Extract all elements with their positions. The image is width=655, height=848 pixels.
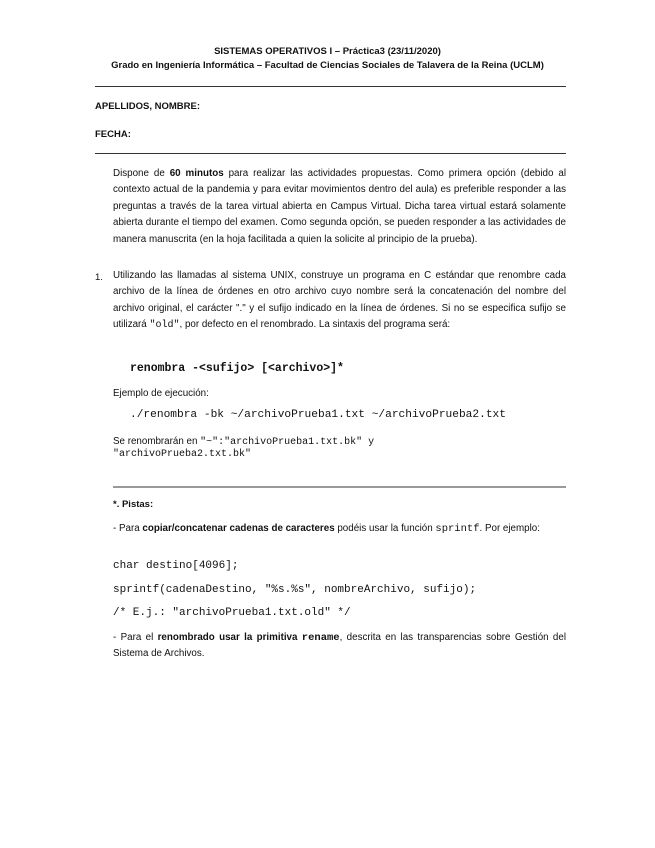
student-divider (95, 153, 566, 154)
hints-divider (113, 486, 566, 488)
hint-rename: - Para el renombrado usar la primitiva rename, descrita en las transparencias sobre Gestión del Sistema de Archivos. (113, 632, 566, 660)
intro-paragraph: Dispone de 60 minutos para realizar las actividades propuestas. Como primera opción (debido al contexto actual de la pandemia y para evitar movimientos dentro del aula) es preferible responder a las preguntas a través de la tarea virtual abierta en Campus Virtual. Dicha tarea virtual estará solamente abierta durante el tiempo del examen. Como segunda opción, se pueden responder a las actividades de manera manuscrita (en la hoja facilitada a quien la solicite al principio de la prueba). (113, 168, 566, 245)
example-command: ./renombra -bk ~/archivoPrueba1.txt ~/archivoPrueba2.txt (130, 409, 506, 421)
syntax-line: renombra -<sufijo> [<archivo>]* (130, 362, 344, 375)
header-divider (95, 86, 566, 87)
name-label: APELLIDOS, NOMBRE: (95, 101, 201, 112)
exercise-number: 1. (95, 272, 103, 283)
document-subtitle: Grado en Ingeniería Informática – Facultad de Ciencias Sociales de Talavera de la Reina (UCLM) (111, 60, 544, 71)
date-label: FECHA: (95, 129, 131, 140)
hint-concatenate: - Para copiar/concatenar cadenas de caracteres podéis usar la función sprintf. Por ejemplo: (113, 523, 540, 535)
exercise-statement: Utilizando las llamadas al sistema UNIX, construye un programa en C estándar que renombre cada archivo de la línea de órdenes en otro archivo cuyo nombre será la concatenación del nombre del archivo original, el carácter "." y el sufijo indicado en la línea de órdenes. Si no se especifica sufijo se utilizará "old", por defecto en el renombrado. La sintaxis del programa será: (113, 270, 566, 332)
code-line-1: char destino[4096]; (113, 560, 239, 572)
example-label: Ejemplo de ejecución: (113, 388, 209, 399)
code-line-2: sprintf(cadenaDestino, "%s.%s", nombreArchivo, sufijo); (113, 584, 477, 596)
document-title: SISTEMAS OPERATIVOS I – Práctica3 (23/11/2020) (214, 46, 441, 57)
code-line-3: /* E.j.: "archivoPrueba1.txt.old" */ (113, 607, 351, 619)
hints-title: *. Pistas: (113, 499, 154, 510)
example-result-line2: "archivoPrueba2.txt.bk" (113, 449, 252, 460)
example-result: Se renombrarán en "~":"archivoPrueba1.txt.bk" y (113, 436, 375, 448)
